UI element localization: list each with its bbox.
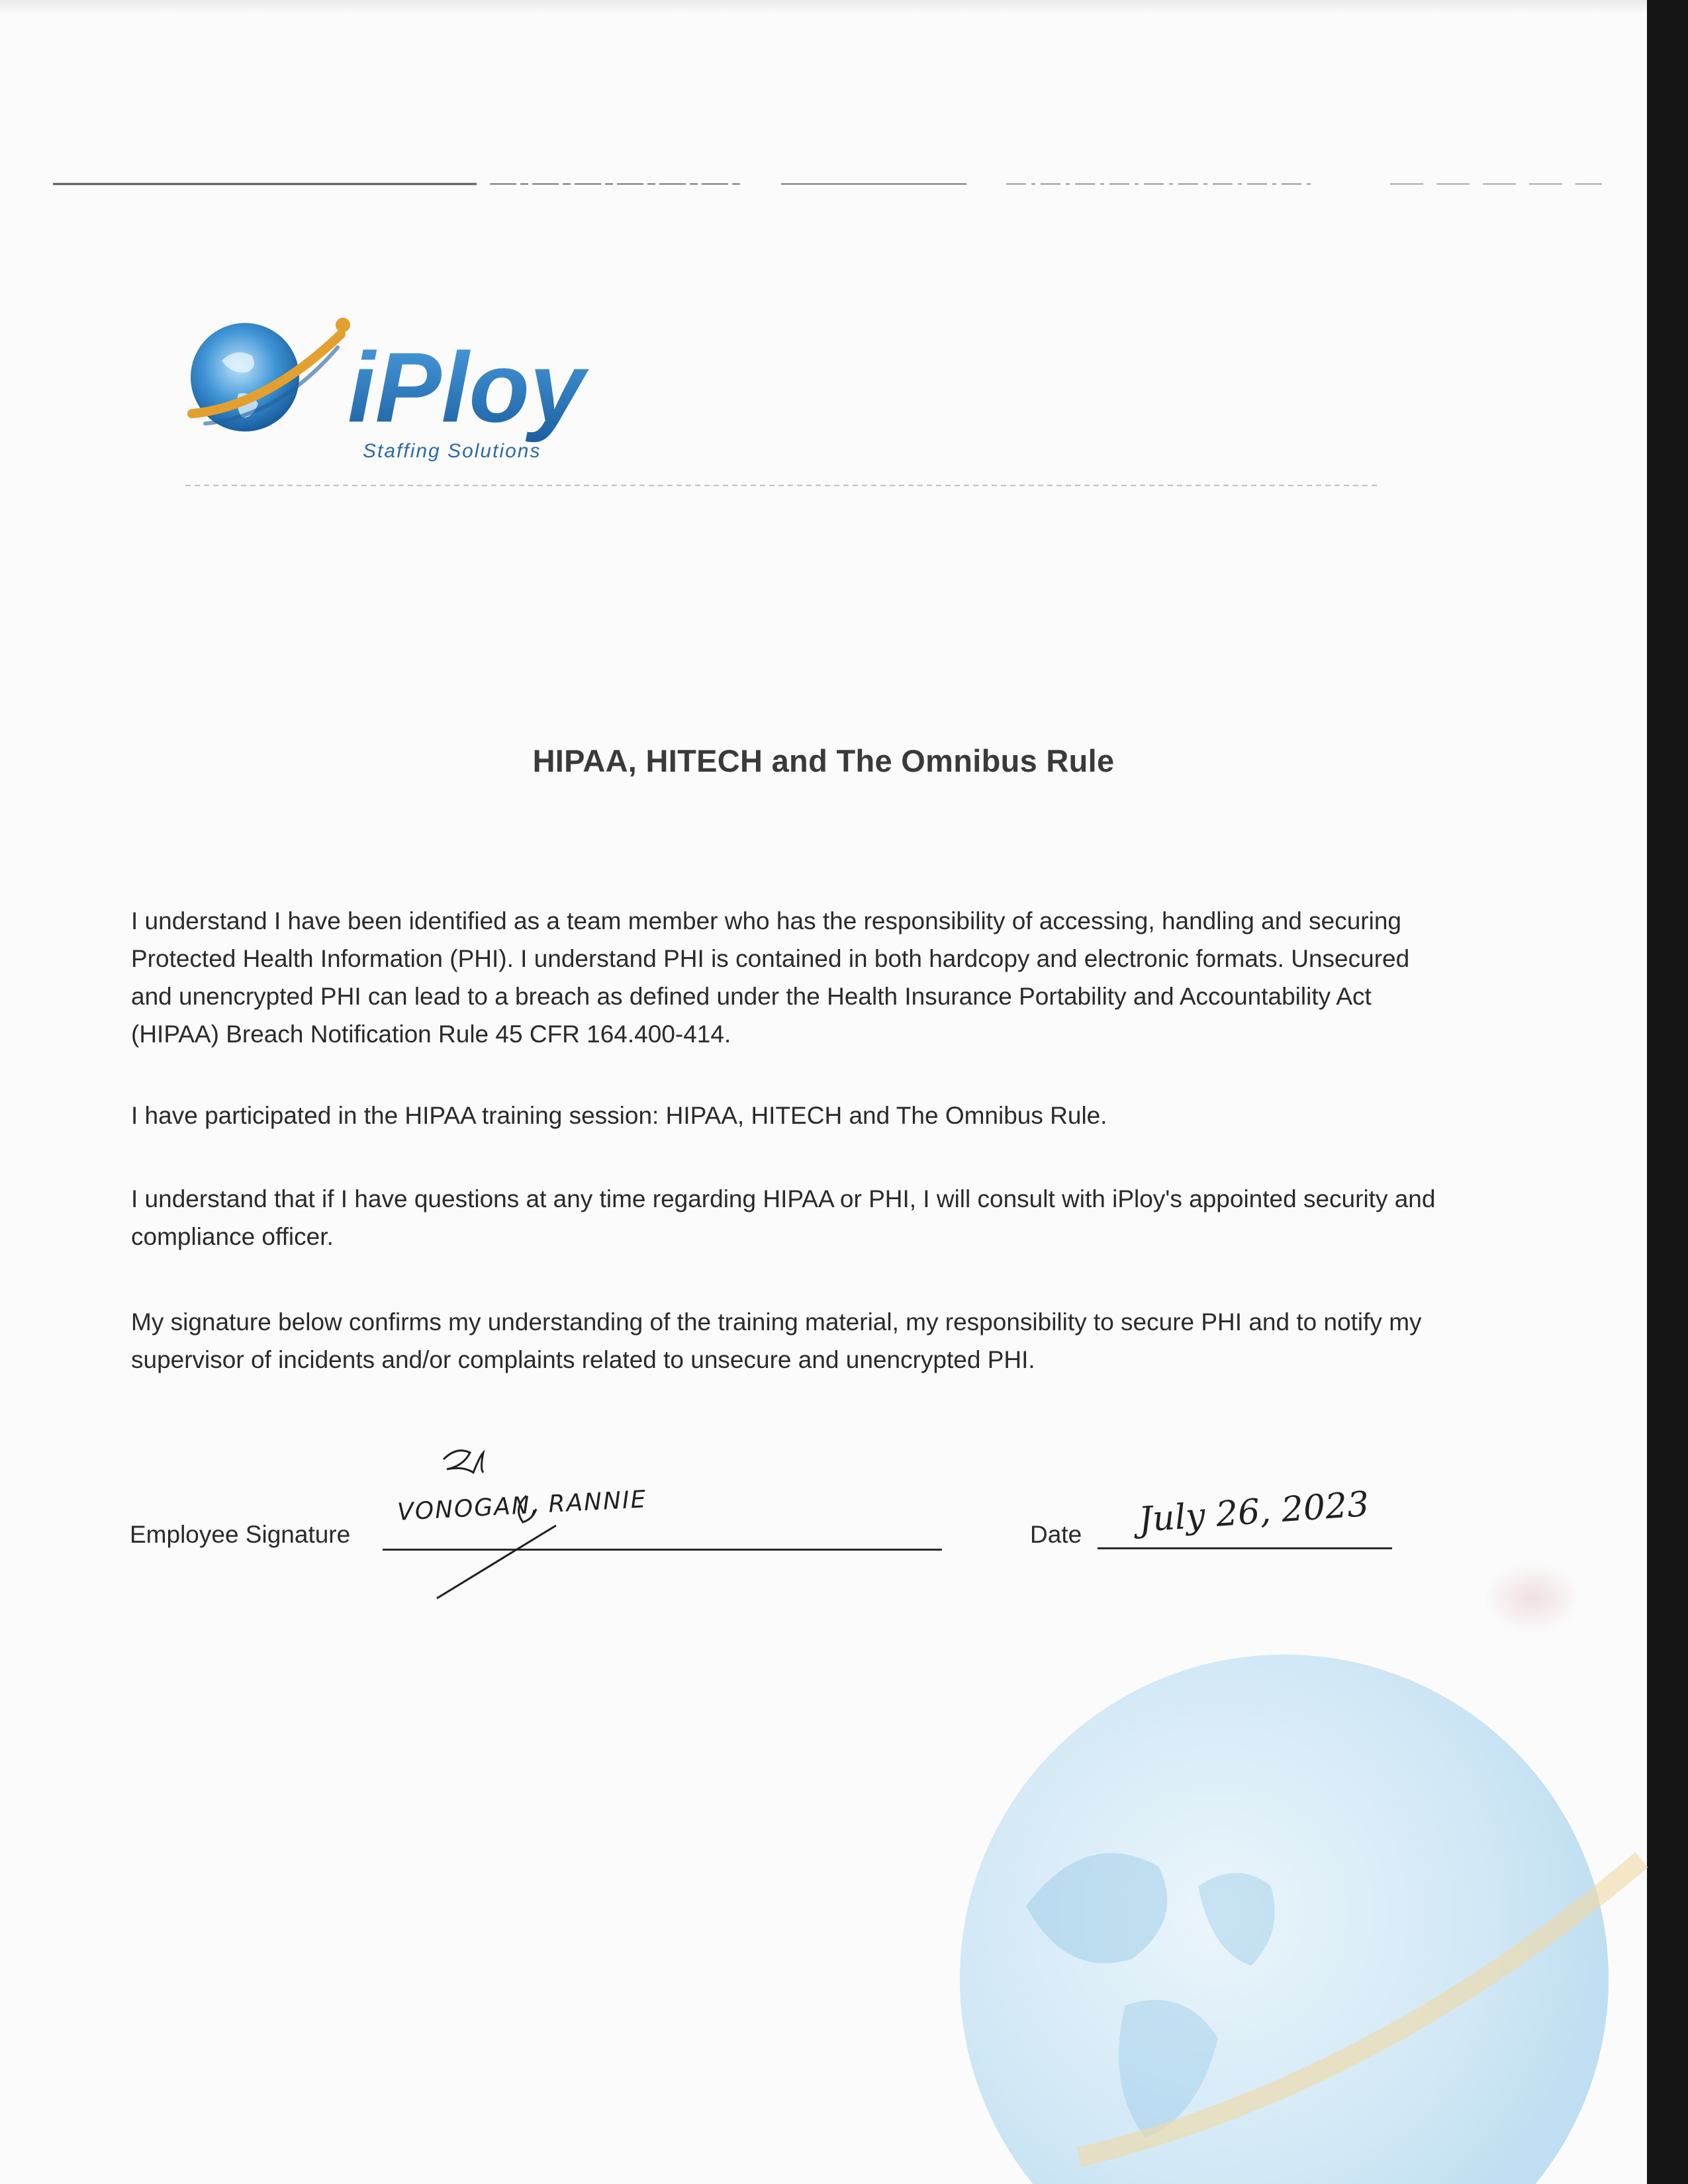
paragraph-signature-confirmation xyxy=(131,1303,1627,1379)
paragraph-questions xyxy=(131,1180,1627,1255)
date-label: Date xyxy=(1030,1521,1082,1548)
employee-signature-label: Employee Signature xyxy=(130,1521,351,1548)
paragraph-line: and unencrypted PHI can lead to a breach as defined under the Health Insurance Portability and Accountability Act xyxy=(131,983,1372,1010)
paragraph-line: Protected Health Information (PHI). I understand PHI is contained in both hardcopy and electronic formats. Unsecured xyxy=(131,945,1410,972)
paragraph-line: compliance officer. xyxy=(131,1223,334,1250)
document-title: HIPAA, HITECH and The Omnibus Rule xyxy=(532,743,1115,778)
logo-wordmark: iPloy xyxy=(348,332,585,443)
paragraph-line: I have participated in the HIPAA training session: HIPAA, HITECH and The Omnibus Rule. xyxy=(131,1102,1107,1129)
logo-rule xyxy=(185,484,1377,486)
handwritten-date: July 26, 2023 xyxy=(1137,1484,1371,1541)
date-line xyxy=(1098,1547,1392,1549)
paragraph-phi-responsibility xyxy=(131,902,1627,1053)
paragraph-line: I understand that if I have questions at any time regarding HIPAA or PHI, I will consult with iPloy's appointed security and xyxy=(131,1185,1436,1212)
paragraph-line: (HIPAA) Breach Notification Rule 45 CFR 164.400-414. xyxy=(131,1021,731,1048)
top-rule xyxy=(53,183,1615,185)
paragraph-training xyxy=(131,1097,1627,1134)
employee-signature-name: VONOGAN, RANNIE xyxy=(397,1486,648,1526)
person-icon xyxy=(336,318,350,332)
ink-smudge xyxy=(1483,1562,1582,1635)
scan-top-edge xyxy=(0,0,1647,15)
paragraph-line: supervisor of incidents and/or complaints related to unsecure and unencrypted PHI. xyxy=(131,1346,1035,1373)
iploy-logo xyxy=(185,308,649,473)
paragraph-line: My signature below confirms my understanding of the training material, my responsibility to secure PHI and to notify my xyxy=(131,1308,1422,1336)
scan-right-edge xyxy=(1647,0,1688,2184)
globe-watermark xyxy=(914,1608,1648,2184)
paragraph-line: I understand I have been identified as a team member who has the responsibility of accessing, handling and securing xyxy=(131,907,1401,934)
logo-tagline: Staffing Solutions xyxy=(363,440,541,462)
